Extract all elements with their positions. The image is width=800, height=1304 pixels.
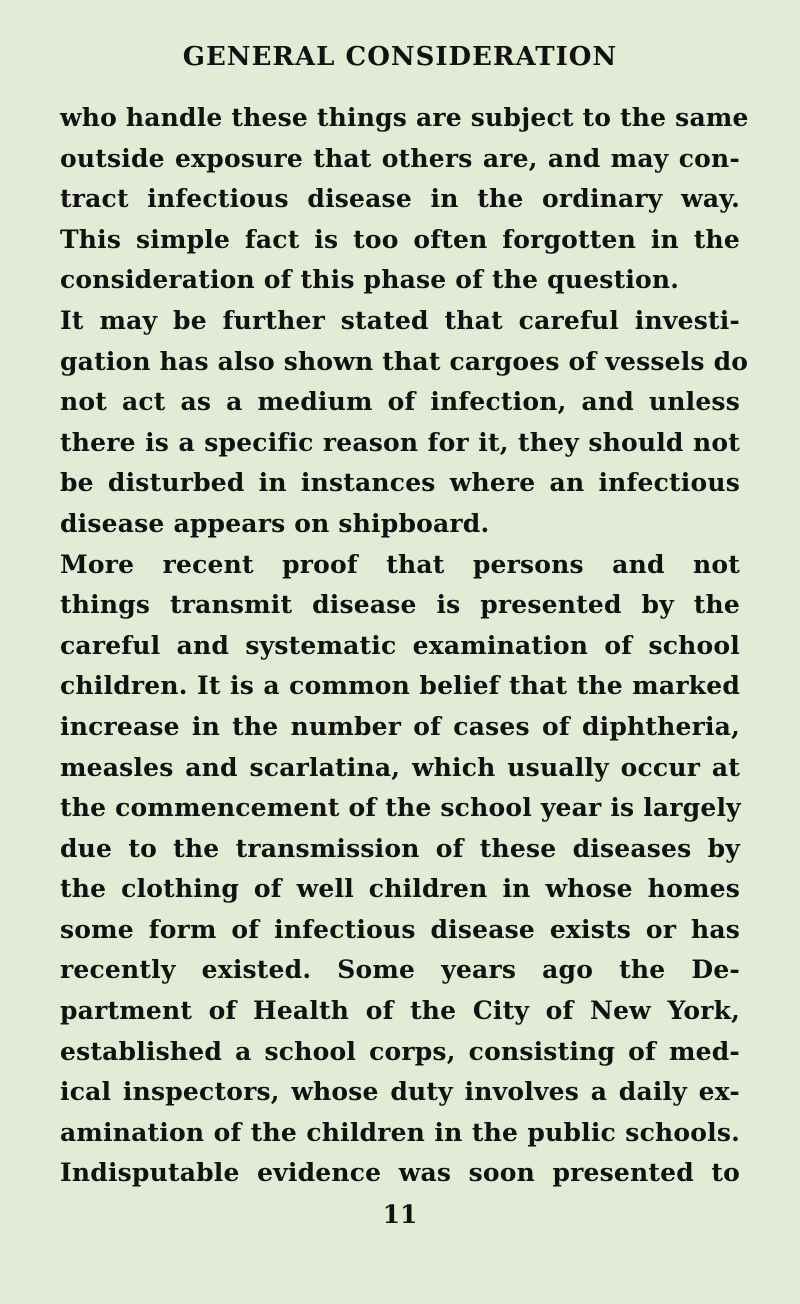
text-line: disease appears on shipboard. <box>60 508 490 538</box>
text-line: outside exposure that others are, and may con- <box>60 143 740 173</box>
text-line: who handle these things are subject to the same <box>60 103 749 132</box>
text-line: some form of infectious disease exists or has <box>60 914 740 944</box>
text-line: partment of Health of the City of New York, <box>60 996 740 1026</box>
text-line: amination of the children in the public schools. <box>60 1117 740 1147</box>
text-line: tract infectious disease in the ordinary way. <box>60 184 740 214</box>
text-line: recently existed. Some years ago the De- <box>60 955 740 985</box>
text-line: More recent proof that persons and not <box>60 549 740 579</box>
text-line: established a school corps, consisting of med- <box>60 1036 740 1066</box>
body-text <box>60 98 749 1194</box>
text-line: gation has also shown that cargoes of vessels do <box>60 346 749 376</box>
text-line: be disturbed in instances where an infectious <box>60 468 740 498</box>
text-line: the clothing of well children in whose homes <box>60 874 740 904</box>
text-line: This simple fact is too often forgotten in the <box>60 224 740 254</box>
text-line: It may be further stated that careful investi- <box>60 305 740 335</box>
text-line: Indisputable evidence was soon presented to <box>60 1158 740 1188</box>
text-line: measles and scarlatina, which usually occur at <box>60 752 740 782</box>
text-line: the commencement of the school year is largely <box>60 793 741 823</box>
text-line: not act as a medium of infection, and unless <box>60 387 740 417</box>
running-header: GENERAL CONSIDERATION <box>182 42 618 72</box>
text-line: ical inspectors, whose duty involves a daily ex- <box>60 1077 740 1107</box>
text-line: due to the transmission of these diseases by <box>60 833 740 863</box>
text-line: increase in the number of cases of diphtheria, <box>60 711 740 741</box>
text-line: there is a specific reason for it, they should not <box>60 427 740 457</box>
text-line: careful and systematic examination of school <box>60 630 740 660</box>
text-line: things transmit disease is presented by the <box>60 590 740 620</box>
text-line: consideration of this phase of the question. <box>60 265 680 295</box>
text-line: children. It is a common belief that the marked <box>60 671 740 701</box>
page-number: 11 <box>382 1200 418 1229</box>
